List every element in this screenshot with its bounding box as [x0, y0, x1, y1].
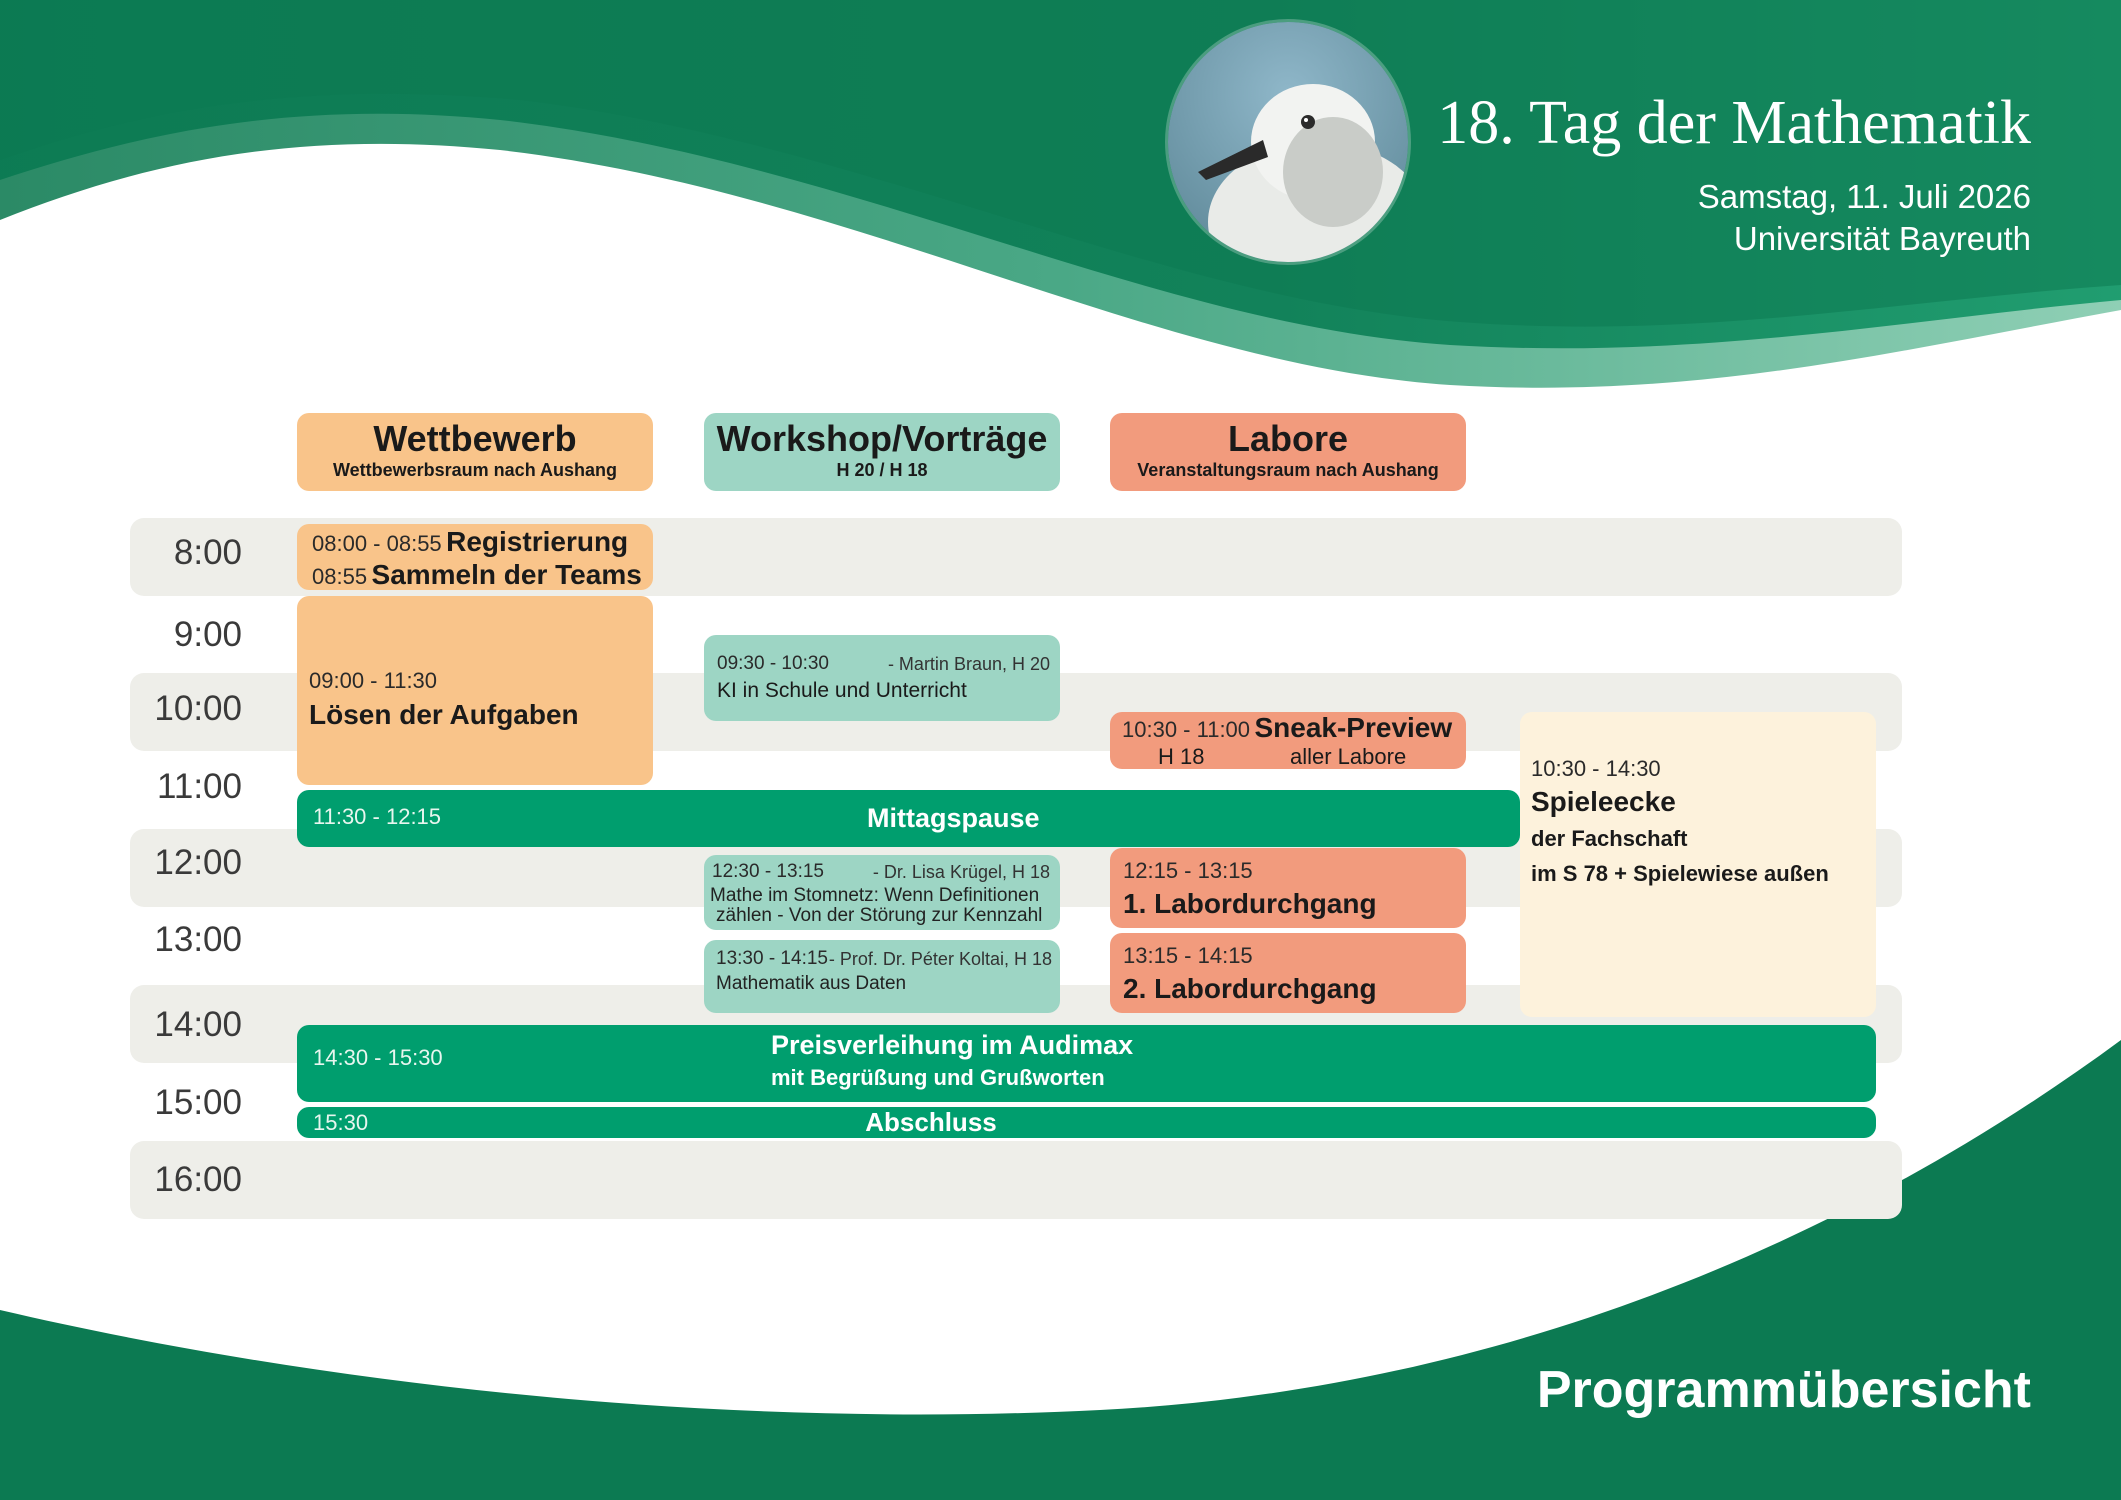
event-sneak-preview — [1110, 712, 1466, 769]
event-loesen — [297, 596, 653, 785]
event-title: Lösen der Aufgaben — [309, 699, 579, 730]
event-title: Registrierung — [446, 526, 629, 557]
event-daten — [704, 940, 1060, 1013]
event-room: H 18 — [1158, 744, 1205, 769]
event-venue: Universität Bayreuth — [1733, 220, 2031, 257]
event-time: 10:30 - 11:00 — [1122, 717, 1251, 742]
event-title: Mittagspause — [867, 803, 1040, 833]
event-subtitle: mit Begrüßung und Grußworten — [771, 1065, 1105, 1090]
event-preisverleihung — [297, 1025, 1876, 1102]
event-title: Abschluss — [865, 1107, 997, 1137]
event-time: 08:55 — [312, 564, 368, 589]
event-title-line1: Mathe im Stomnetz: Wenn Definitionen — [710, 885, 1040, 906]
event-time: 15:30 — [313, 1110, 369, 1135]
event-detail: aller Labore — [1290, 744, 1407, 769]
event-time: 09:00 - 11:30 — [309, 668, 438, 693]
column-header-wettbewerb — [297, 413, 653, 491]
column-subtitle: Veranstaltungsraum nach Aushang — [1137, 460, 1439, 480]
column-title: Labore — [1227, 418, 1349, 459]
event-title: KI in Schule und Unterricht — [717, 679, 967, 702]
event-time: 10:30 - 14:30 — [1531, 756, 1661, 781]
time-band-16 — [130, 1141, 1902, 1219]
page-title: 18. Tag der Mathematik — [1437, 89, 2031, 157]
event-title: 1. Labordurchgang — [1123, 888, 1377, 919]
event-title: 2. Labordurchgang — [1123, 973, 1377, 1004]
column-header-workshop — [704, 413, 1060, 491]
event-mittagspause — [297, 790, 1520, 847]
event-time: 09:30 - 10:30 — [717, 653, 829, 674]
event-title: Spieleecke — [1531, 786, 1676, 817]
time-label: 12:00 — [154, 843, 242, 882]
event-abschluss — [297, 1107, 1876, 1138]
event-time: 14:30 - 15:30 — [313, 1045, 443, 1070]
event-labor-2 — [1110, 933, 1466, 1013]
column-title: Wettbewerb — [373, 418, 577, 459]
seagull-photo — [1168, 22, 1408, 262]
event-time: 13:15 - 14:15 — [1123, 943, 1253, 968]
column-subtitle: H 20 / H 18 — [836, 460, 928, 480]
event-speaker: - Prof. Dr. Péter Koltai, H 18 — [828, 949, 1052, 969]
column-header-labore — [1110, 413, 1466, 491]
time-label: 15:00 — [154, 1083, 242, 1122]
event-time: 08:00 - 08:55 — [312, 531, 442, 556]
event-time: 13:30 - 14:15 — [716, 948, 828, 969]
event-time: 11:30 - 12:15 — [313, 804, 442, 829]
event-line2: im S 78 + Spielewiese außen — [1531, 861, 1829, 886]
event-ki — [704, 635, 1060, 721]
event-time: 12:15 - 13:15 — [1123, 858, 1253, 883]
time-label: 9:00 — [173, 615, 242, 654]
time-label: 10:00 — [154, 689, 242, 728]
event-title: Mathematik aus Daten — [716, 973, 907, 994]
column-subtitle: Wettbewerbsraum nach Aushang — [332, 460, 618, 480]
event-date: Samstag, 11. Juli 2026 — [1697, 178, 2031, 215]
event-registrierung — [297, 524, 653, 590]
footer-title: Programmübersicht — [1536, 1361, 2031, 1419]
event-spieleecke — [1520, 712, 1876, 1017]
column-title: Workshop/Vorträge — [716, 418, 1048, 459]
time-label: 11:00 — [157, 767, 242, 806]
event-labor-1 — [1110, 848, 1466, 928]
event-stromnetz — [704, 855, 1060, 930]
event-line1: der Fachschaft — [1531, 826, 1688, 851]
time-label: 14:00 — [154, 1005, 242, 1044]
time-label: 16:00 — [154, 1160, 242, 1199]
time-label: 8:00 — [173, 533, 242, 572]
event-title: Sneak-Preview — [1254, 712, 1453, 743]
time-label: 13:00 — [154, 920, 242, 959]
event-title: Preisverleihung im Audimax — [771, 1030, 1134, 1060]
event-speaker: - Martin Braun, H 20 — [887, 654, 1050, 674]
event-speaker: - Dr. Lisa Krügel, H 18 — [872, 862, 1050, 882]
event-time: 12:30 - 13:15 — [712, 861, 824, 882]
event-title: Sammeln der Teams — [371, 559, 642, 590]
event-title-line2: zählen - Von der Störung zur Kennzahl — [716, 905, 1043, 926]
